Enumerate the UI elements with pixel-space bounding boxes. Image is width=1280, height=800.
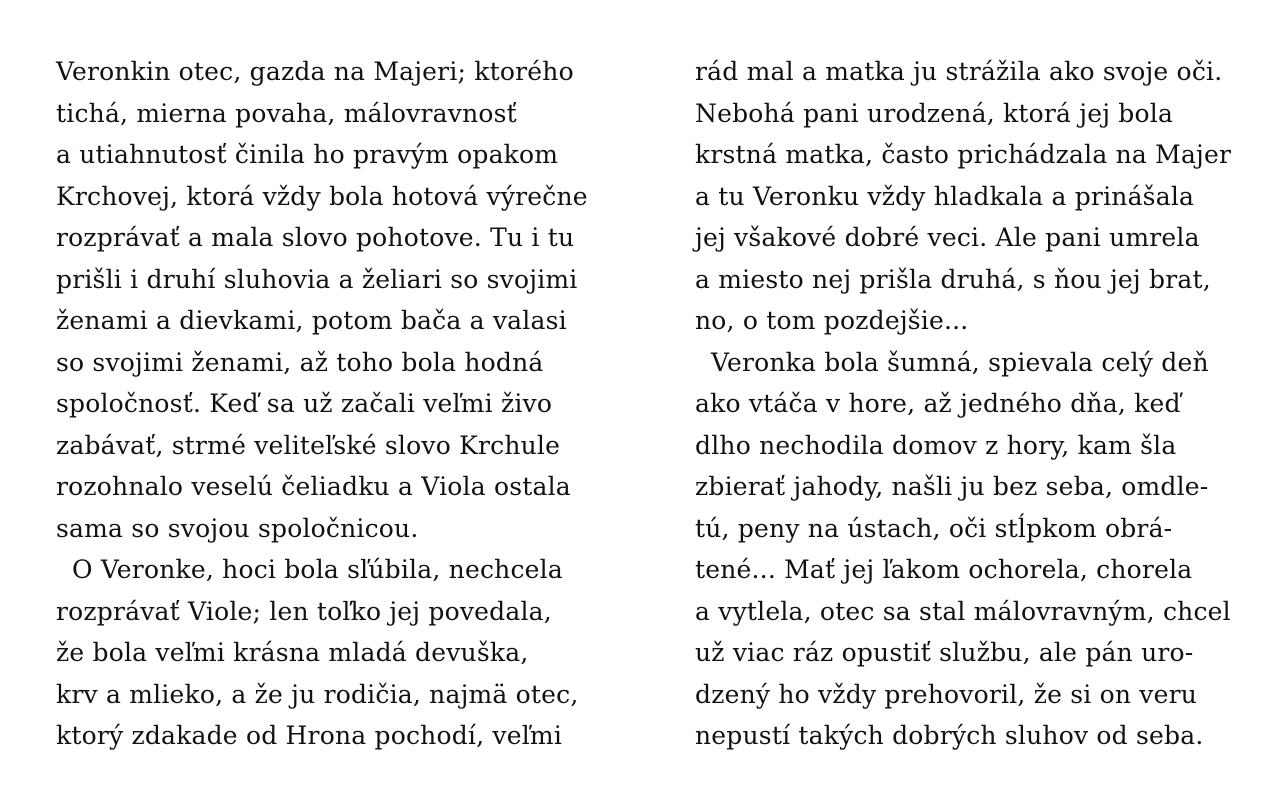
text-line: a vytlela, otec sa stal málovravným, chcel xyxy=(695,596,1231,626)
text-line: dzený ho vždy prehovoril, že si on veru xyxy=(695,679,1198,709)
text-line: Nebohá pani urodzená, ktorá jej bola xyxy=(695,98,1174,128)
text-line: Krchovej, ktorá vždy bola hotová výrečne xyxy=(56,181,588,211)
text-line: a miesto nej prišla druhá, s ňou jej brat, xyxy=(695,264,1211,294)
text-line: prišli i druhí sluhovia a želiari so svojimi xyxy=(56,264,578,294)
text-line: tichá, mierna povaha, málovravnosť xyxy=(56,98,517,128)
text-line: krstná matka, často prichádzala na Majer xyxy=(695,140,1232,169)
text-line: spoločnosť. Keď sa už začali veľmi živo xyxy=(56,389,553,418)
text-line: krv a mlieko, a že ju rodičia, najmä otec, xyxy=(56,679,579,709)
text-line: ako vtáča v hore, až jedného dňa, keď xyxy=(695,389,1181,418)
text-line: Veronkin otec, gazda na Majeri; ktorého xyxy=(56,57,574,86)
text-line: ktorý zdakade od Hrona pochodí, veľmi xyxy=(56,721,563,750)
text-line: jej všakové dobré veci. Ale pani umrela xyxy=(695,223,1200,252)
text-line: tené... Mať jej ľakom ochorela, chorela xyxy=(695,555,1193,584)
text-line: rozprávať Viole; len toľko jej povedala, xyxy=(56,596,552,626)
text-line: nepustí takých dobrých sluhov od seba. xyxy=(695,721,1204,750)
text-line: už viac ráz opustiť službu, ale pán uro- xyxy=(695,638,1194,667)
text-line: sama so svojou spoločnicou. xyxy=(56,513,419,543)
text-line: že bola veľmi krásna mladá devuška, xyxy=(56,638,529,667)
text-line: zbierať jahody, našli ju bez seba, omdle- xyxy=(695,472,1209,501)
text-line: no, o tom pozdejšie... xyxy=(695,306,969,335)
text-line: O Veronke, hoci bola sľúbila, nechcela xyxy=(72,555,563,584)
text-line: ženami a dievkami, potom bača a valasi xyxy=(56,306,567,335)
text-column-left xyxy=(56,51,616,757)
text-line: tú, peny na ústach, oči stĺpkom obrá- xyxy=(695,513,1173,543)
text-line: a utiahnutosť činila ho pravým opakom xyxy=(56,140,559,169)
text-line: Veronka bola šumná, spievala celý deň xyxy=(711,347,1209,377)
text-column-right xyxy=(695,51,1255,757)
text-line: rád mal a matka ju strážila ako svoje oči. xyxy=(695,57,1223,86)
text-line: so svojimi ženami, až toho bola hodná xyxy=(56,347,544,377)
text-line: zabávať, strmé veliteľské slovo Krchule xyxy=(56,430,561,460)
text-line: dlho nechodila domov z hory, kam šla xyxy=(695,430,1177,460)
text-line: rozprávať a mala slovo pohotove. Tu i tu xyxy=(56,223,575,252)
text-line: a tu Veronku vždy hladkala a prinášala xyxy=(695,181,1195,211)
text-line: rozohnalo veselú čeliadku a Viola ostala xyxy=(56,472,571,501)
